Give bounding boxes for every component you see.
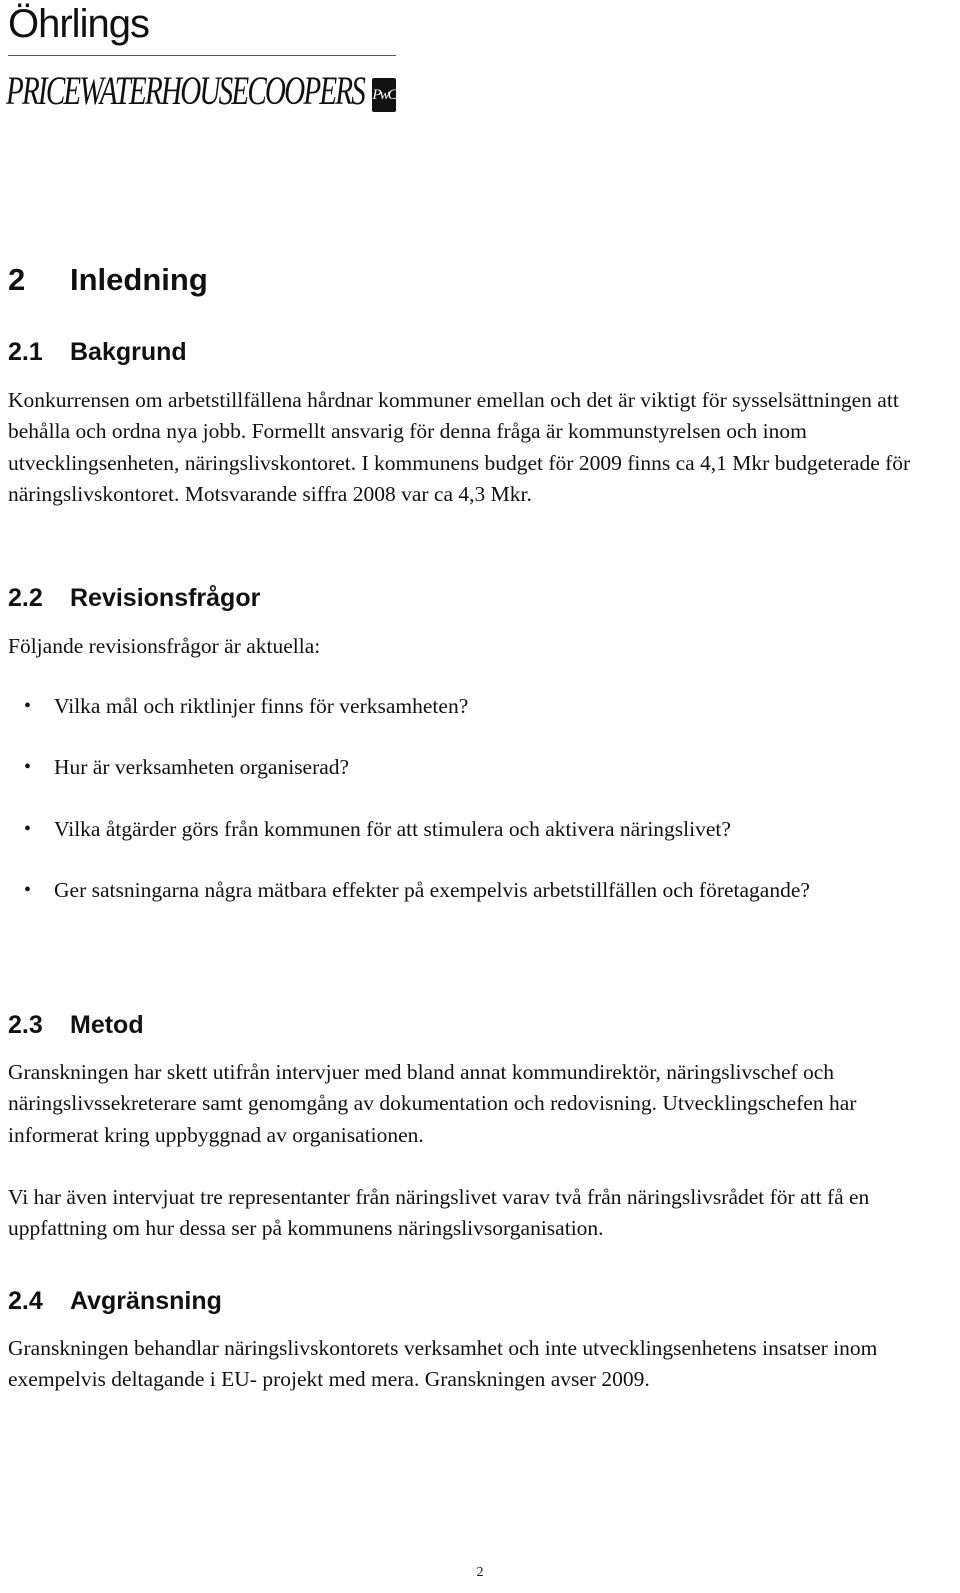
svg-text:PRICEWATERHOUSECOOPERS: PRICEWATERHOUSECOOPERS (6, 68, 366, 113)
list-item: • Ger satsningarna några mätbara effekter på exempelvis arbetstillfällen och företagande? (8, 875, 948, 906)
paragraph-revisionsfragor-intro: Följande revisionsfrågor är aktuella: (8, 634, 321, 658)
section-number: 2.4 (8, 1287, 43, 1315)
chapter-title: Inledning (70, 262, 208, 297)
section-title: Avgränsning (70, 1287, 222, 1315)
list-item: • Vilka åtgärder görs från kommunen för att stimulera och aktivera näringslivet? (8, 814, 948, 845)
paragraph-metod-1: Granskningen har skett utifrån intervjuer med bland annat kommundirektör, näringslivschef och näringslivssekreterare samt genomgång av dokumentation och redovisning. Utvecklingschefen har informerat kring uppbyggnad av organisationen. (8, 1060, 857, 1147)
revisionsfragor-list (8, 691, 948, 906)
logo-seal-icon: PwC (372, 78, 396, 112)
paragraph-bakgrund: Konkurrensen om arbetstillfällena hårdnar kommuner emellan och det är viktigt för sysselsättningen att behålla och ordna nya jobb. Formellt ansvarig för denna fråga är kommunstyrelsen och inom utvecklingsenheten, näringslivskontoret. I kommunens budget för 2009 finns ca 4,1 Mkr budgeterade för näringslivskontoret. Motsvarande siffra 2008 var ca 4,3 Mkr. (8, 388, 911, 506)
section-heading-metod (8, 1011, 144, 1040)
paragraph-metod-2: Vi har även intervjuat tre representanter från näringslivet varav två från näringslivsrådet för att få en uppfattning om hur dessa ser på kommunens näringslivsorganisation. (8, 1185, 870, 1241)
section-number: 2.3 (8, 1011, 43, 1039)
list-item: • Vilka mål och riktlinjer finns för verksamheten? (8, 691, 948, 722)
section-title: Metod (70, 1011, 144, 1039)
section-heading-revisionsfragor (8, 584, 260, 613)
logo-pricewaterhousecoopers-text (6, 66, 386, 129)
paragraph-avgransning: Granskningen behandlar näringslivskontorets verksamhet och inte utvecklingsenhetens insatser inom exempelvis deltagande i EU- projekt med mera. Granskningen avser 2009. (8, 1336, 878, 1392)
section-title: Bakgrund (70, 338, 187, 366)
section-heading-bakgrund (8, 338, 187, 367)
logo-ohrlings-text: Öhrlings (8, 2, 149, 46)
chapter-heading (8, 262, 208, 298)
section-number: 2.1 (8, 338, 43, 366)
section-title: Revisionsfrågor (70, 584, 261, 612)
company-logo (6, 0, 406, 125)
section-number: 2.2 (8, 584, 43, 612)
section-heading-avgransning (8, 1287, 222, 1316)
logo-divider (8, 55, 396, 56)
logo-wordmark-graphic (6, 66, 386, 116)
page-number: 2 (476, 1565, 484, 1580)
list-item: • Hur är verksamheten organiserad? (8, 752, 948, 783)
chapter-number: 2 (8, 262, 26, 297)
